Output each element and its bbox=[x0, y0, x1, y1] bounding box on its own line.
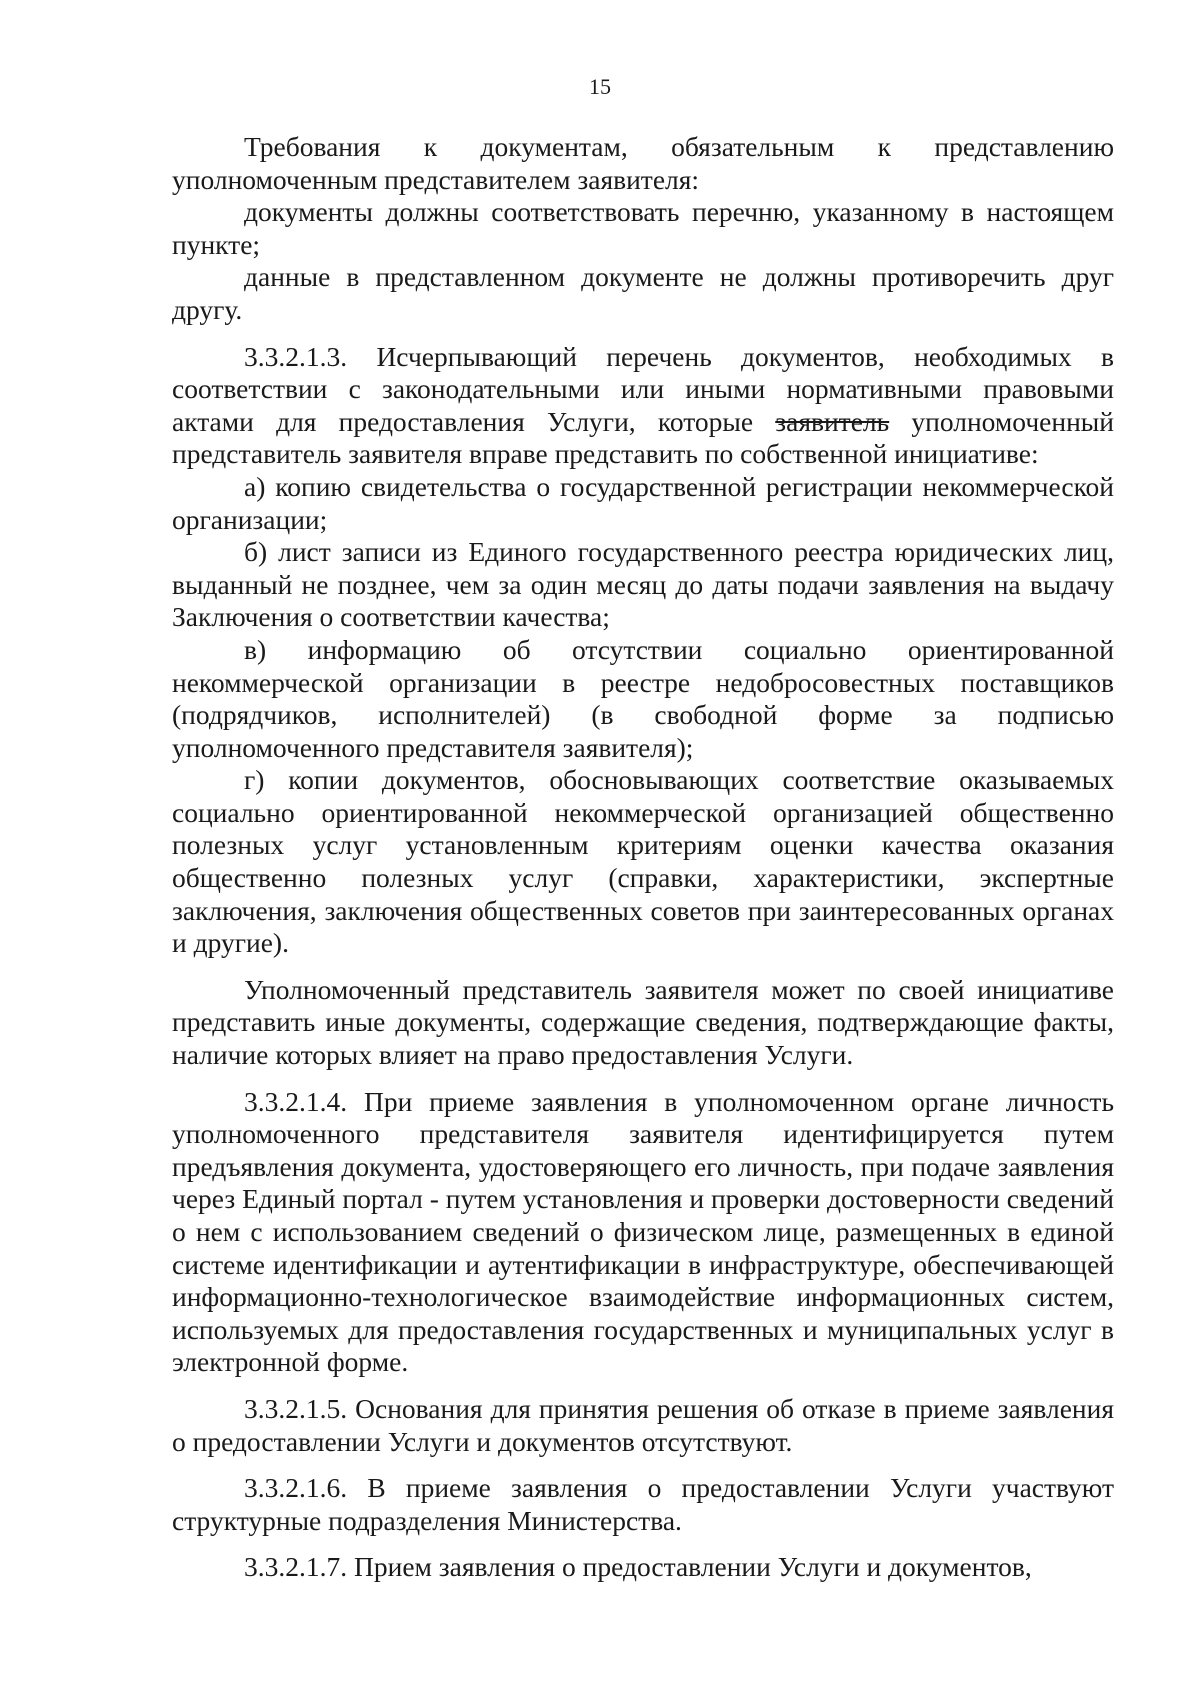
paragraph-3-3-2-1-3-end: уполномоченный представитель заявителя вправе представить по собственной инициативе: bbox=[172, 405, 1115, 470]
paragraph-3-3-2-1-3-start: 3.3.2.1.3. Исчерпывающий перечень документов, необходимых в соответствии с законодательными или иными нормативными правовыми актами для предоставления Услуги, которые bbox=[172, 340, 1114, 437]
paragraph-3-3-2-1-7: 3.3.2.1.7. Прием заявления о предоставлении Услуги и документов, bbox=[244, 1551, 1032, 1583]
list-item-a: а) копию свидетельства о государственной регистрации некоммерческой организации; bbox=[172, 470, 1114, 535]
page-number: 15 bbox=[589, 74, 611, 99]
paragraph-3-3-2-1-4: 3.3.2.1.4. При приеме заявления в уполномоченном органе личность уполномоченного представителя заявителя идентифицируется путем предъявления документа, удостоверяющего его личность, при подаче заявления через Единый портал - путем установления и проверки достоверности сведений о нем с использованием сведений о физическом лице, размещенных в единой системе идентификации и аутентификации в инфраструктуре, обеспечивающей информационно-технологическое взаимодействие информационных систем, используемых для предоставления государственных и муниципальных услуг в электронной форме. bbox=[172, 1085, 1114, 1378]
paragraph-3-3-2-1-5: 3.3.2.1.5. Основания для принятия решения об отказе в приеме заявления о предоставлении Услуги и документов отсутствуют. bbox=[172, 1392, 1114, 1457]
paragraph-3-3-2-1-3 bbox=[172, 341, 1114, 471]
paragraph-requirements-intro: Требования к документам, обязательным к представлению уполномоченным представителем заявителя: bbox=[172, 131, 1114, 195]
list-item-v: в) информацию об отсутствии социально ориентированной некоммерческой организации в реестре недобросовестных поставщиков (подрядчиков, исполнителей) (в свободной форме за подписью уполномоченного представителя заявителя); bbox=[172, 633, 1114, 763]
list-item-b: б) лист записи из Единого государственного реестра юридических лиц, выданный не позднее, чем за один месяц до даты подачи заявления на выдачу Заключения о соответствии качества; bbox=[172, 536, 1114, 633]
struck-word: заявитель bbox=[775, 405, 890, 437]
paragraph-optional-documents: Уполномоченный представитель заявителя может по своей инициативе представить иные документы, содержащие сведения, подтверждающие факты, наличие которых влияет на право предоставления Услуги. bbox=[172, 973, 1114, 1071]
paragraph-3-3-2-1-6: 3.3.2.1.6. В приеме заявления о предоставлении Услуги участвуют структурные подразделения Министерства. bbox=[172, 1472, 1114, 1536]
paragraph-requirement-no-contradiction: данные в представленном документе не должны противоречить друг другу. bbox=[172, 261, 1114, 325]
document-body bbox=[172, 131, 1114, 1584]
list-item-g: г) копии документов, обосновывающих соответствие оказываемых социально ориентированной некоммерческой организацией общественно полезных услуг установленным критериям оценки качества оказания общественно полезных услуг (справки, характеристики, экспертные заключения, заключения общественных советов при заинтересованных органах и другие). bbox=[172, 764, 1114, 959]
paragraph-requirement-list-match: документы должны соответствовать перечню, указанному в настоящем пункте; bbox=[172, 196, 1114, 260]
